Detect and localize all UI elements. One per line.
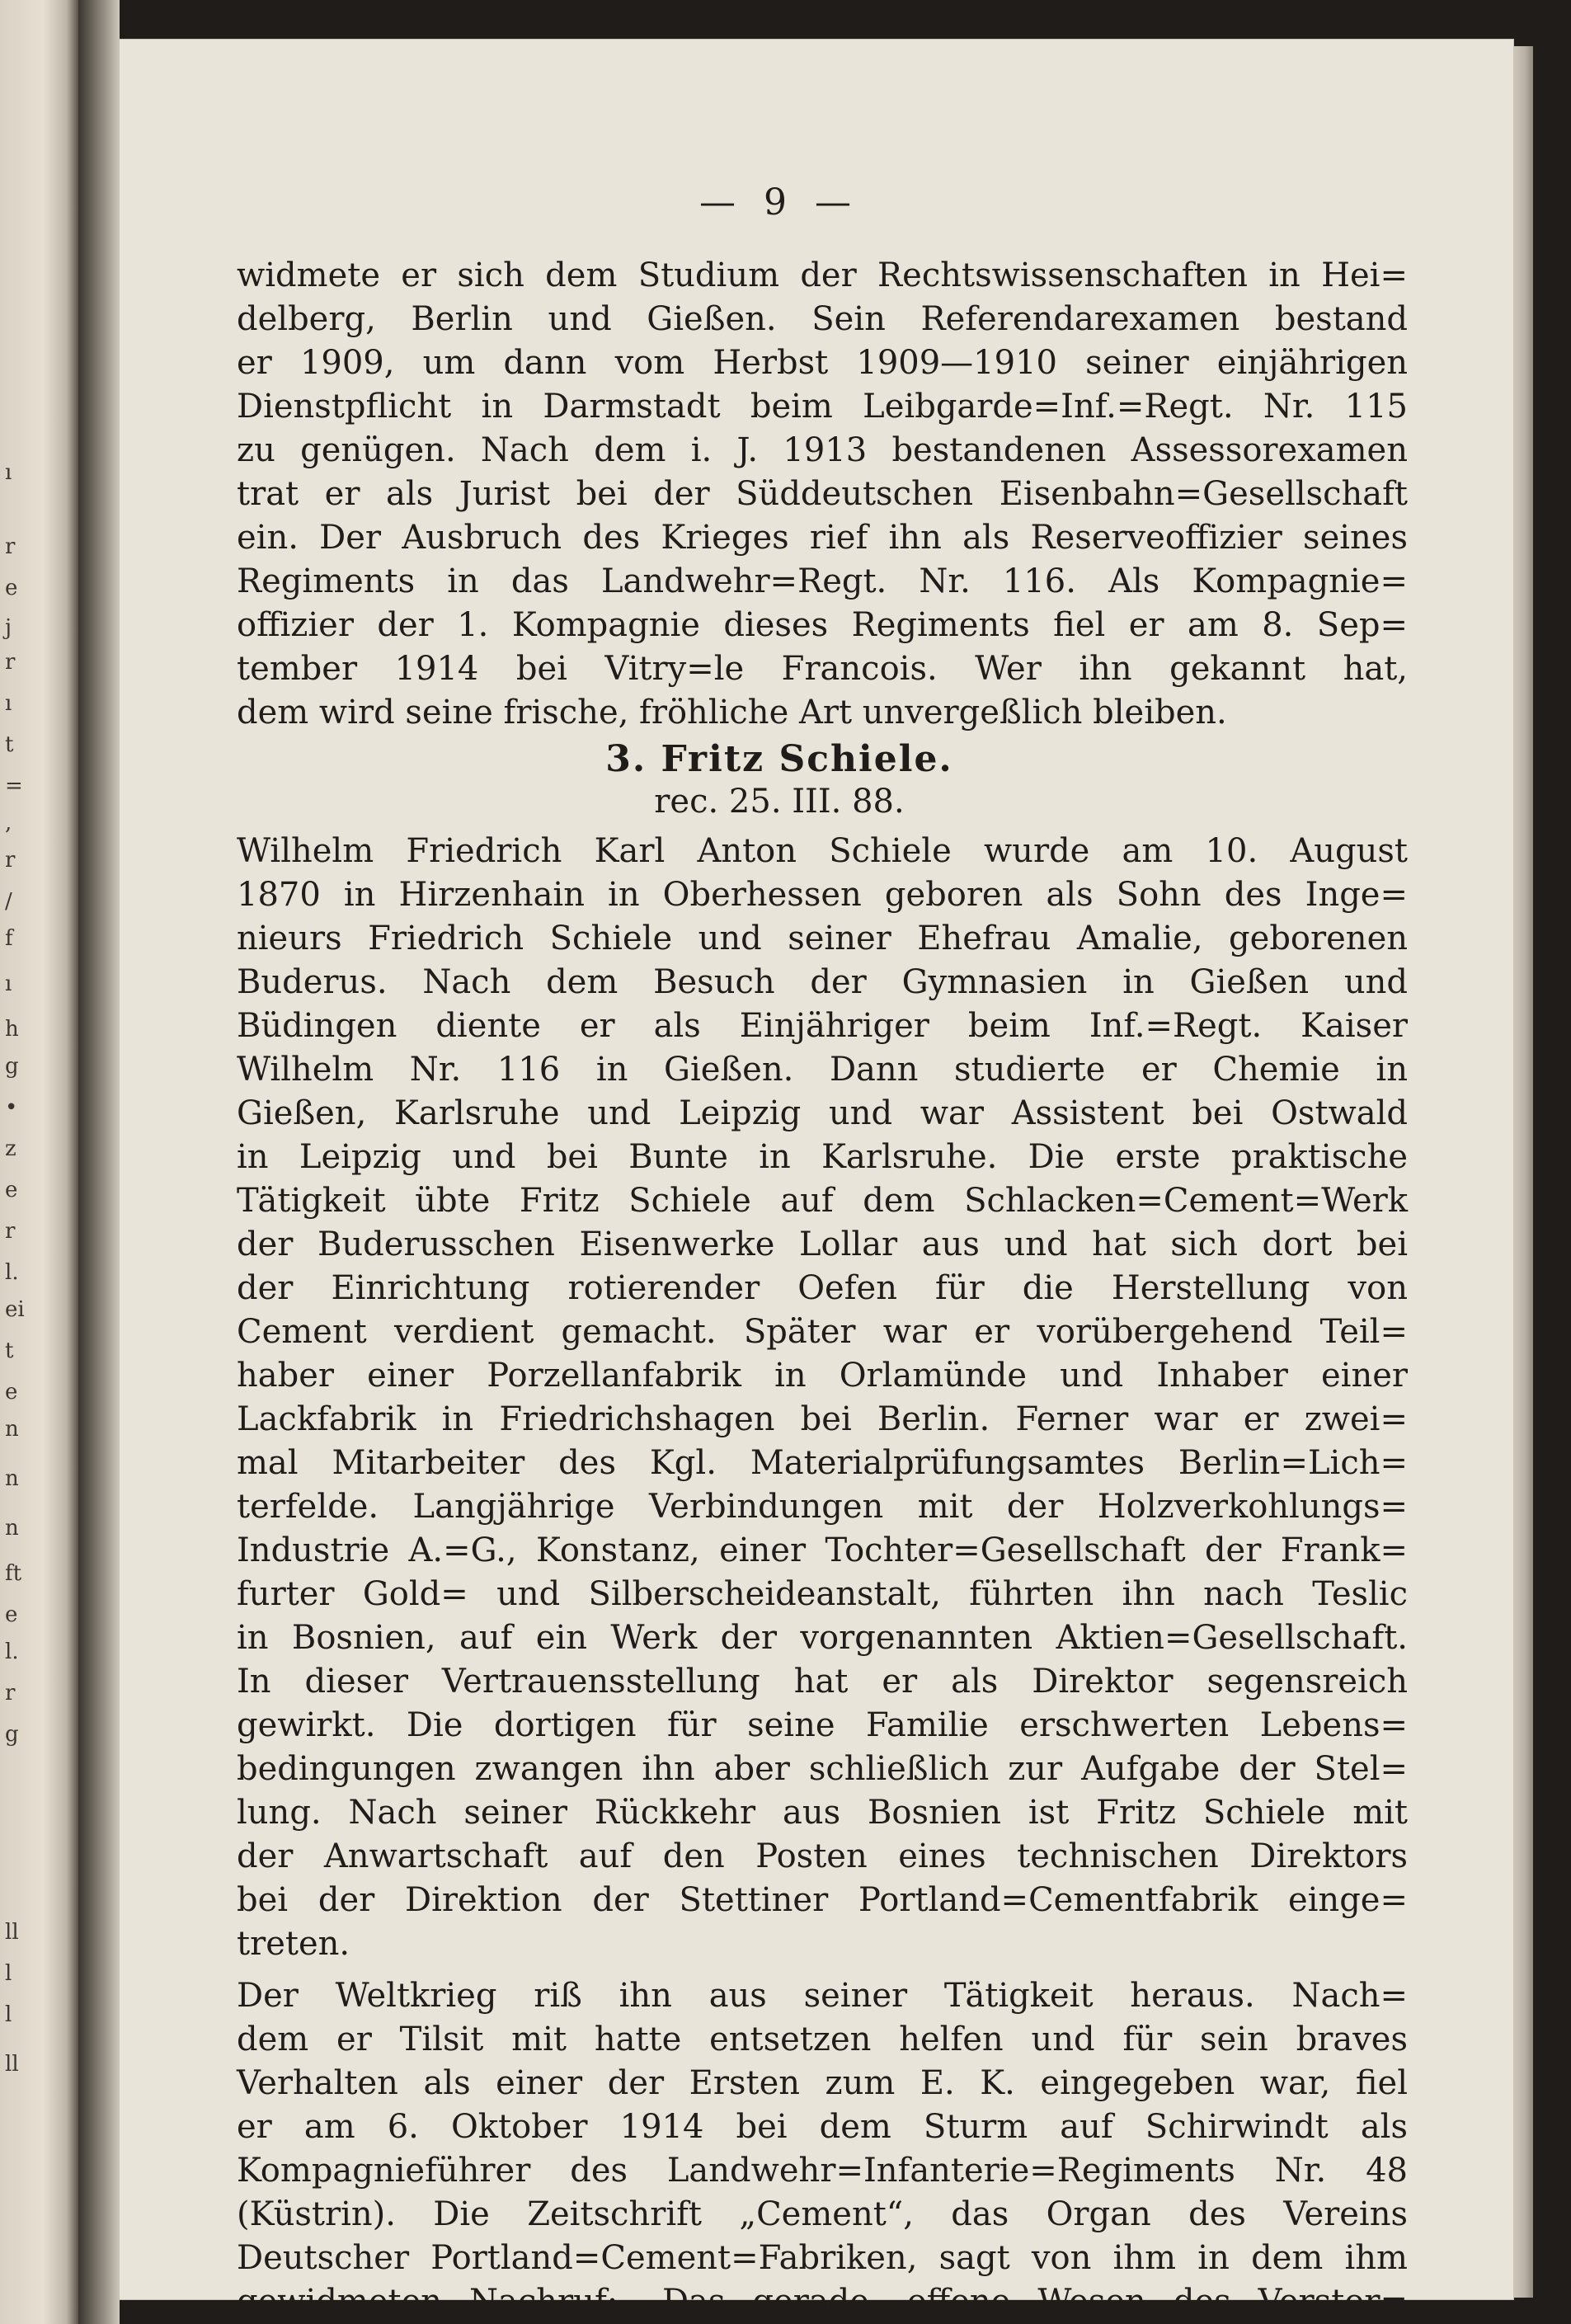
text-line: 1870 in Hirzenhain in Oberhessen geboren als Sohn des Inge= — [237, 876, 1408, 914]
page-number: — 9 — — [699, 181, 859, 223]
text-line: Industrie A.=G., Konstanz, einer Tochter=Gesellschaft der Frank= — [237, 1531, 1408, 1569]
text-line: haber einer Porzellanfabrik in Orlamünde und Inhaber einer — [237, 1357, 1408, 1395]
left-page-fragment: , — [5, 811, 12, 835]
text-line: bei der Direktion der Stettiner Portland=Cementfabrik einge= — [237, 1881, 1408, 1919]
left-page-fragment: r — [5, 1681, 16, 1705]
text-line: Deutscher Portland=Cement=Fabriken, sagt von ihm in dem ihm — [237, 2239, 1408, 2277]
left-page-fragment: r — [5, 650, 16, 675]
text-line: Regiments in das Landwehr=Regt. Nr. 116. Als Kompagnie= — [237, 562, 1408, 600]
left-page-fragment: ll — [5, 2052, 19, 2077]
left-page-fragment: • — [5, 1095, 18, 1120]
text-line: offizier der 1. Kompagnie dieses Regiments fiel er am 8. Sep= — [237, 606, 1408, 644]
text-line: Wilhelm Friedrich Karl Anton Schiele wurde am 10. August — [237, 832, 1408, 870]
section-heading: 3. Fritz Schiele. — [605, 738, 953, 780]
text-line: in Leipzig und bei Bunte in Karlsruhe. Die erste praktische — [237, 1138, 1408, 1176]
text-line: zu genügen. Nach dem i. J. 1913 bestandenen Assessorexamen — [237, 431, 1408, 469]
left-page-fragment: e — [5, 1602, 18, 1627]
left-page-fragment: r — [5, 1219, 16, 1244]
text-line: Dienstpflicht in Darmstadt beim Leibgarde=Inf.=Regt. Nr. 115 — [237, 388, 1408, 426]
text-line: (Küstrin). Die Zeitschrift „Cement“, das Organ des Vereins — [237, 2195, 1408, 2233]
left-page-fragment: t — [5, 732, 14, 757]
text-line: mal Mitarbeiter des Kgl. Materialprüfungsamtes Berlin=Lich= — [237, 1444, 1408, 1482]
left-page-fragment: e — [5, 1178, 18, 1202]
left-page-fragment: ı — [5, 691, 12, 716]
left-page-fragment: l — [5, 1961, 12, 1986]
book-gutter — [78, 0, 120, 2324]
text-line: gewirkt. Die dortigen für seine Familie erschwerten Lebens= — [237, 1706, 1408, 1744]
left-page-fragment: f — [5, 926, 13, 951]
text-line: terfelde. Langjährige Verbindungen mit der Holzverkohlungs= — [237, 1488, 1408, 1526]
left-page-fragment: l — [5, 2002, 12, 2027]
page-edge-stack — [1513, 46, 1533, 2298]
page-text — [120, 40, 1513, 2321]
left-page-fragment: ei — [5, 1297, 25, 1322]
text-line: Tätigkeit übte Fritz Schiele auf dem Schlacken=Cement=Werk — [237, 1182, 1408, 1220]
text-line: Cement verdient gemacht. Später war er vorübergehend Teil= — [237, 1313, 1408, 1351]
left-page-fragment: g — [5, 1722, 19, 1747]
text-line: gewidmeten Nachruf: „Das gerade, offene Wesen des Verstor= — [237, 2283, 1408, 2321]
text-line: ein. Der Ausbruch des Krieges rief ihn als Reserveoffizier seines — [237, 519, 1408, 557]
text-line: dem wird seine frische, fröhliche Art unvergeßlich bleiben. — [237, 694, 1227, 732]
left-page-fragment: t — [5, 1338, 14, 1363]
text-line: Kompagnieführer des Landwehr=Infanterie=Regiments Nr. 48 — [237, 2152, 1408, 2190]
text-line: Büdingen diente er als Einjähriger beim Inf.=Regt. Kaiser — [237, 1007, 1408, 1045]
text-line: Lackfabrik in Friedrichshagen bei Berlin. Ferner war er zwei= — [237, 1400, 1408, 1438]
left-page-fragment: e — [5, 1380, 18, 1404]
text-line: Der Weltkrieg riß ihn aus seiner Tätigkeit heraus. Nach= — [237, 1977, 1408, 2015]
left-page-fragment: g — [5, 1054, 19, 1079]
left-page-fragment: ı — [5, 460, 12, 485]
text-line: trat er als Jurist bei der Süddeutschen Eisenbahn=Gesellschaft — [237, 475, 1408, 513]
text-line: er 1909, um dann vom Herbst 1909—1910 seiner einjährigen — [237, 344, 1408, 382]
text-line: der Buderusschen Eisenwerke Lollar aus und hat sich dort bei — [237, 1226, 1408, 1263]
text-line: nieurs Friedrich Schiele und seiner Ehefrau Amalie, geborenen — [237, 920, 1408, 957]
left-page-fragment: r — [5, 848, 16, 873]
left-page-fragment: z — [5, 1136, 16, 1161]
text-line: der Einrichtung rotierender Oefen für die Herstellung von — [237, 1269, 1408, 1307]
text-line: der Anwartschaft auf den Posten eines technischen Direktors — [237, 1837, 1408, 1875]
left-page-edge — [0, 0, 78, 2324]
text-line: Wilhelm Nr. 116 in Gießen. Dann studierte er Chemie in — [237, 1051, 1408, 1089]
text-line: delberg, Berlin und Gießen. Sein Referendarexamen bestand — [237, 300, 1408, 338]
left-page-fragment: n — [5, 1516, 19, 1541]
text-line: Gießen, Karlsruhe und Leipzig und war Assistent bei Ostwald — [237, 1094, 1408, 1132]
section-subheading: rec. 25. III. 88. — [654, 783, 905, 821]
text-line: In dieser Vertrauensstellung hat er als Direktor segensreich — [237, 1663, 1408, 1701]
left-page-fragment: ft — [5, 1561, 22, 1586]
text-line: Verhalten als einer der Ersten zum E. K. eingegeben war, fiel — [237, 2064, 1408, 2102]
left-page-fragment: e — [5, 576, 18, 600]
left-page-fragment: n — [5, 1466, 19, 1491]
left-page-fragment: l. — [5, 1260, 19, 1285]
left-page-fragment: / — [5, 889, 12, 914]
text-line: dem er Tilsit mit hatte entsetzen helfen und für sein braves — [237, 2021, 1408, 2058]
left-page-fragment: = — [5, 774, 23, 798]
right-page — [120, 40, 1513, 2321]
text-line: Buderus. Nach dem Besuch der Gymnasien in Gießen und — [237, 963, 1408, 1001]
left-page-fragment: ll — [5, 1920, 19, 1945]
text-line: widmete er sich dem Studium der Rechtswissenschaften in Hei= — [237, 256, 1408, 294]
text-line: bedingungen zwangen ihn aber schließlich zur Aufgabe der Stel= — [237, 1750, 1408, 1788]
left-page-fragment: r — [5, 534, 16, 559]
text-line: furter Gold= und Silberscheideanstalt, führten ihn nach Teslic — [237, 1575, 1408, 1613]
left-page-fragment: j — [5, 615, 12, 640]
text-line: tember 1914 bei Vitry=le Francois. Wer ihn gekannt hat, — [237, 650, 1408, 688]
left-page-fragment: l. — [5, 1640, 19, 1664]
text-line: treten. — [237, 1925, 350, 1963]
left-page-fragment: h — [5, 1017, 19, 1042]
left-page-fragment: ı — [5, 971, 12, 996]
text-line: er am 6. Oktober 1914 bei dem Sturm auf Schirwindt als — [237, 2108, 1408, 2146]
left-page-fragment: n — [5, 1417, 19, 1442]
text-line: lung. Nach seiner Rückkehr aus Bosnien ist Fritz Schiele mit — [237, 1794, 1408, 1832]
text-line: in Bosnien, auf ein Werk der vorgenannten Aktien=Gesellschaft. — [237, 1619, 1408, 1657]
